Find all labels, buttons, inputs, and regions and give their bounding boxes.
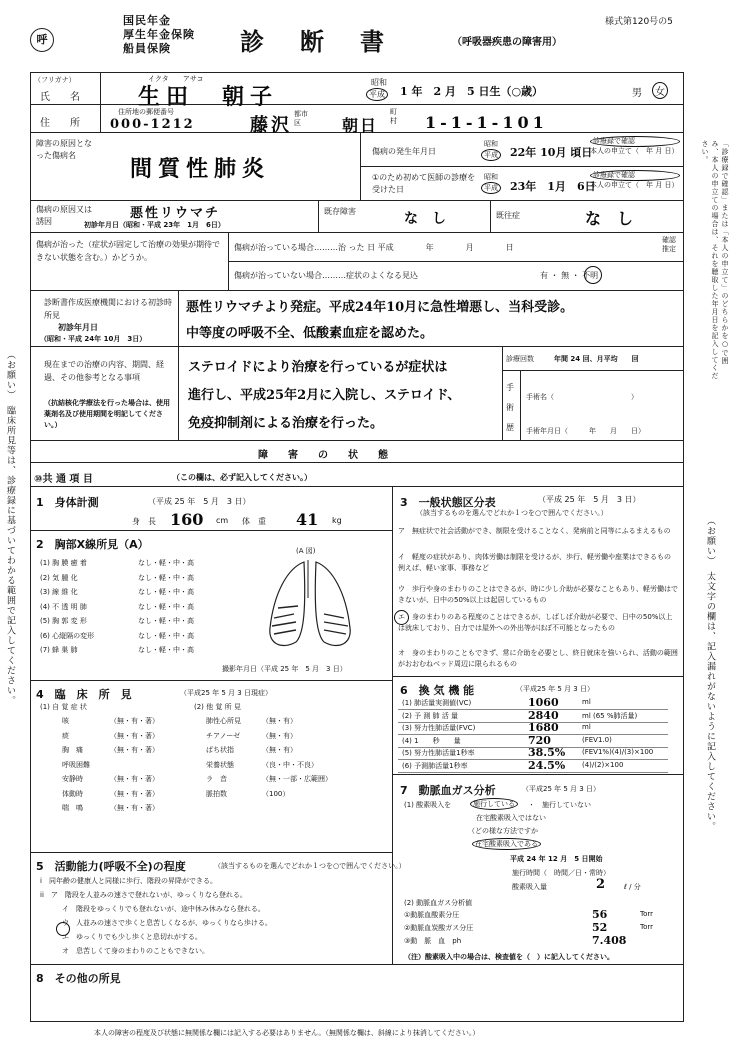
grade-item: イ 軽度の症状があり、肉体労働は制限を受けるが、歩行、軽労働や座業はできるもの 例えば、軽い家事、事務など	[398, 553, 678, 572]
xray-item-label: (2) 気 腫 化	[40, 573, 78, 582]
treatment-note: （抗結核化学療法を行った場合は、使用薬剤名及び使用期間を明記してください。）	[44, 399, 170, 429]
vent-row-value: 38.5%	[528, 746, 566, 759]
state-title: 障 害 の 状 態	[258, 450, 388, 461]
abg-row-value: 7.408	[592, 934, 627, 947]
o2-label: (1) 酸素吸入を	[404, 801, 452, 809]
address-town: 朝日	[342, 116, 379, 135]
sex-female: 女	[652, 82, 668, 99]
postal-value: 000-1212	[110, 117, 195, 132]
activity-item: オ 息苦しくて身のまわりのこともできない。	[62, 947, 209, 955]
treatment-text-3: 免疫抑制剤による治療を行った。	[188, 416, 384, 431]
finding-label: 栄養状態	[206, 760, 234, 769]
o2-method: （どの様な方法ですか	[468, 827, 538, 835]
onset-record-confirm: 診療録で確認	[590, 136, 680, 147]
symptom-label: 胸 痛	[62, 746, 83, 754]
symptom-label: 体動時	[62, 789, 83, 798]
form-circle-mark: 呼	[30, 28, 54, 52]
finding-label: ばち状指	[206, 746, 234, 754]
history-first-label: 初診年月日	[58, 323, 98, 332]
symptom-label: 安静時	[62, 775, 83, 783]
vent-row-value: 720	[528, 733, 551, 747]
common-label: ⑩共 通 項 目	[34, 474, 93, 485]
activity-e-circle	[56, 922, 70, 936]
chest-diagram	[258, 558, 362, 658]
treatment-text-2: 進行し、平成25年2月に入院し、ステロイド、	[188, 388, 461, 403]
o2-choice-yes: 施行している	[470, 798, 518, 810]
grade-e-circle	[394, 610, 409, 625]
existing-disease-label: 既往症	[496, 211, 520, 220]
healed-label: 傷病が治った（症状が固定して治療の効果が期待できない状態を含む。）かどうか。	[36, 240, 220, 262]
furigana-label: （フリガナ）	[34, 76, 76, 84]
xray-item-choice: なし・軽・中・高	[138, 559, 194, 567]
finding-label: チアノーゼ	[206, 731, 241, 740]
onset-showa: 昭和	[484, 140, 498, 148]
vent-row-value: 24.5%	[528, 758, 566, 772]
side-note-left: （お願い） 臨床所見等は、診療録に基づいてわかる範囲で記入してください。	[5, 350, 15, 706]
xray-item-label: (6) 心縦隔の変形	[40, 631, 95, 640]
grade-item: エ 身のまわりのある程度のことはできるが、しばしば介助が必要で、日中の50%以上は就床しており、自力では屋外への外出等がほぼ不可能となったもの	[398, 613, 673, 632]
first-visit-label: ①のため初めて医師の診療を受けた日	[372, 173, 476, 194]
onset-heisei: 平成	[481, 149, 501, 161]
org-line: 厚生年金保険	[123, 28, 195, 41]
vent-row-value: 1680	[528, 721, 559, 734]
abg-row-value: 56	[592, 908, 608, 921]
address-label: 住 所	[40, 118, 80, 129]
name-label: 氏 名	[40, 92, 80, 103]
history-text-2: 中等度の呼吸不全、低酸素血症を認めた。	[186, 326, 434, 341]
vent-row-label: (3) 努力性肺活量(FVC)	[402, 724, 476, 732]
symptom-choice: （無・有・著）	[110, 775, 159, 783]
xray-title: 2 胸部X線所見（A）	[36, 538, 149, 551]
vent-row-label: (2) 予 測 肺 活 量	[402, 711, 459, 720]
era-showa: 昭和	[371, 78, 387, 87]
weight-label: 体 重	[242, 517, 266, 526]
address-city: 藤沢	[250, 115, 292, 136]
cause-label	[36, 138, 98, 162]
grade-item: ア 無症状で社会活動ができ、制限を受けることなく、発病前と同等にふるまえるもの	[398, 527, 671, 535]
visits-value: 年間 24 回、月平均 回	[554, 355, 639, 363]
activity-item: イ 階段をゆっくりでも登れないが、途中休み休みなら登れる。	[62, 905, 265, 913]
activity-item: エ ゆっくりでも少し歩くと息切れがする。	[62, 933, 202, 941]
grade-item: ウ 歩行や身のまわりのことはできるが、時に少し介助が必要なこともあり、軽労働はできないが、日中の50%以上は起居しているもの	[398, 585, 678, 604]
o2-amount-unit: ℓ / 分	[624, 883, 641, 891]
footer-note: 本人の障害の程度及び状態に無関係な欄には記入する必要はありません。（無関係な欄は、斜線により抹消してください。）	[94, 1029, 480, 1037]
vent-row-unit: (FEV1%)(4)/(3)×100	[582, 748, 654, 756]
vent-row-unit: (FEV1.0)	[582, 735, 612, 744]
origin-value: 悪性リウマチ	[130, 206, 221, 221]
cause-value: 間質性肺炎	[130, 156, 271, 182]
height-value: 160	[170, 510, 204, 529]
weight-unit: kg	[332, 516, 342, 525]
activity-note: （該当するものを選んでどれか１つを○で囲んでください。）	[214, 862, 406, 870]
abg-row-label: ①動脈血酸素分圧	[404, 911, 460, 919]
address-todofuken: 都市区	[294, 110, 308, 127]
other-title: 8 その他の所見	[36, 972, 121, 985]
o2-start: 平成 24 年 12 月 5 日開始	[510, 855, 603, 863]
vent-row-unit: ml	[582, 723, 591, 731]
existing-value: な し	[404, 211, 446, 227]
xray-item-label: (7) 蜂 巣 肺	[40, 646, 78, 654]
healed-no-circle	[584, 266, 602, 284]
history-label: 診断書作成医療機関における初診時所見	[44, 298, 172, 320]
body-title: 1 身体計測	[36, 496, 99, 509]
xray-item-label: (3) 線 維 化	[40, 588, 78, 596]
address-number: 1-1-1-101	[425, 113, 548, 132]
symptom-choice: （無・有・著）	[110, 717, 159, 725]
grade-note: （該当するものを選んでどれか１つを○で囲んでください。）	[416, 509, 608, 517]
vent-row-label: (1) 肺活量実測値(VC)	[402, 699, 472, 707]
abg-row-value: 52	[592, 921, 608, 934]
weight-value: 41	[296, 510, 319, 529]
grade-title: 3 一般状態区分表	[400, 496, 496, 509]
body-date: （平成 25 年 5 月 3 日）	[148, 497, 251, 506]
xray-diagram-label: (A 図)	[296, 547, 316, 555]
o2-amount-label: 酸素吸入量	[512, 883, 547, 891]
first-visit-value: 23年 1月 6日	[510, 180, 596, 193]
xray-item-choice: なし・軽・中・高	[138, 588, 194, 596]
abg-note: （注）酸素吸入中の場合は、検査値を（ ）に記入してください。	[404, 953, 614, 961]
vent-row-label: (5) 努力性肺活量1秒率	[402, 749, 475, 757]
xray-item-choice: なし・軽・中・高	[138, 573, 194, 582]
org-line: 国民年金	[123, 14, 171, 27]
xray-item-choice: なし・軽・中・高	[138, 631, 194, 640]
first-visit-self-report-text: 本人の申立て（ 年 月 日）	[590, 181, 679, 189]
activity-item: i 同年齢の健康人と同様に歩行、階段の昇降ができる。	[40, 877, 217, 885]
vent-row-unit: ml (65 %肺活量)	[582, 711, 638, 720]
xray-item-label: (4) 不 透 明 肺	[40, 602, 87, 611]
abg-row-label: ③動 脈 血 ph	[404, 937, 462, 945]
abg-analysis-title: (2) 動脈血ガス分析値	[404, 899, 473, 907]
birth-date: 1 年 2 月 5 日生（○歳）	[400, 85, 544, 98]
clinical-col2-title: (2) 他 覚 所 見	[194, 703, 241, 711]
treatment-text-1: ステロイドにより治療を行っているが症状は	[188, 360, 448, 375]
symptom-choice: （無・有・著）	[110, 731, 159, 740]
height-unit: cm	[216, 516, 229, 525]
sex-male: 男	[632, 88, 642, 99]
xray-item-choice: なし・軽・中・高	[138, 602, 194, 611]
abg-row-unit: Torr	[640, 910, 654, 918]
xray-item-label: (1) 胸 膜 癒 着	[40, 559, 87, 567]
side-note-right-bottom: （お願い） 太文字の欄は、記入漏れがないように記入してください。	[705, 516, 715, 832]
history-first-value: （昭和・平成 24年 10月 3日）	[40, 335, 147, 343]
address-machimura: 町村	[390, 108, 397, 125]
finding-choice: （100）	[262, 789, 290, 798]
grade-item: オ 身のまわりのこともできず、常に介助を必要とし、終日就床を強いられ、活動の範囲がおおむねベッド周辺に限られるもの	[398, 649, 678, 668]
symptom-choice: （無・有・著）	[110, 789, 159, 798]
activity-item: ウ 人並みの速さで歩くと息苦しくなるが、ゆっくりなら歩ける。	[62, 919, 272, 927]
era-heisei: 平成	[366, 88, 388, 101]
first-visit-self-report	[590, 170, 680, 190]
abg-row-label: ②動脈血炭酸ガス分圧	[404, 924, 474, 932]
origin-first-visit: 初診年月日（昭和・平成 23年 1月 6日）	[84, 221, 225, 229]
treatment-label: 現在までの治療の内容、期間、経過、その他参考となる事項	[44, 360, 164, 382]
vent-row-line	[398, 772, 668, 773]
healed-row1-note: 確認 推定	[662, 236, 676, 253]
first-visit-showa: 昭和	[484, 173, 498, 181]
clinical-date: （平成25 年 5 月 3 日現症）	[180, 689, 272, 697]
vent-row-value: 2840	[528, 708, 559, 722]
clinical-title: 4 臨 床 所 見	[36, 688, 132, 701]
activity-title: 5 活動能力(呼吸不全)の程度	[36, 860, 186, 873]
symptom-choice: （無・有・著）	[110, 746, 159, 754]
xray-item-label: (5) 胸 郭 変 形	[40, 617, 87, 625]
org-lines	[123, 14, 195, 56]
xray-date: 撮影年月日（平成 25 年 5 月 3 日）	[222, 665, 347, 673]
origin-label: 傷病の原因又は誘因	[36, 205, 92, 226]
cause-label-text: 障害の原因となった傷病名	[36, 139, 92, 160]
abg-date: （平成25 年 5 月 3 日）	[522, 785, 600, 793]
abg-row-unit: Torr	[640, 923, 654, 931]
symptom-label: 呼吸困難	[62, 760, 90, 769]
activity-item: ii ア 階段を人並みの速さで登れないが、ゆっくりなら登れる。	[40, 891, 247, 899]
symptom-label: 喘 鳴	[62, 804, 83, 812]
healed-row2-choice: 有 ・ 無 ・ 不明	[540, 271, 599, 280]
first-visit-record-confirm: 診療録で確認	[590, 170, 680, 181]
vent-row-label: (4) 1 秒 量	[402, 736, 461, 745]
first-visit-heisei: 平成	[481, 182, 501, 194]
onset-self-report-text: 本人の申立て（ 年 月 日）	[590, 147, 679, 155]
furigana-value: イクタ アサコ	[148, 75, 204, 83]
surgery-label: 手術歴	[506, 383, 514, 432]
home-o2-yes: 在宅酸素吸入である	[472, 838, 541, 850]
vent-date: （平成25 年 5 月 3 日）	[516, 685, 594, 693]
finding-choice: （無・有）	[262, 731, 297, 740]
vent-row-unit: ml	[582, 698, 591, 706]
org-line: 船員保険	[123, 42, 171, 55]
finding-choice: （無・一部・広範囲）	[262, 775, 332, 783]
visits-label: 診療回数	[506, 355, 534, 363]
name-value: 生田 朝子	[138, 84, 279, 110]
finding-choice: （無・有）	[262, 717, 297, 725]
grade-date: （平成 25 年 5 月 3 日）	[538, 495, 641, 504]
vent-row-value: 1060	[528, 696, 559, 709]
o2-choice-no: ・ 施行していない	[528, 801, 591, 809]
home-o2-no: 在宅酸素吸入ではない	[476, 814, 546, 822]
existing-disease-value: な し	[585, 209, 634, 228]
vent-row-label: (6) 予測肺活量1秒率	[402, 761, 468, 770]
onset-value: 22年 10月 頃日	[510, 146, 593, 159]
side-note-right-top: 「診療録で確認」または「本人の申立て」のどちらかを○で囲み、本人の申立ての場合は、それを聴取した年月日を記入してください。	[701, 140, 729, 380]
symptom-choice: （無・有・著）	[110, 804, 159, 812]
history-text-1: 悪性リウマチより発症。平成24年10月に急性増悪し、当科受診。	[186, 300, 574, 315]
xray-item-choice: なし・軽・中・高	[138, 646, 194, 654]
symptom-label: 咳	[62, 717, 69, 725]
height-label: 身 長	[132, 517, 156, 526]
symptom-label: 痰	[62, 731, 69, 740]
finding-choice: （良・中・不良）	[262, 760, 318, 769]
finding-label: 肺性心所見	[206, 717, 241, 725]
o2-amount-value: 2	[596, 877, 606, 892]
vent-title: 6 換 気 機 能	[400, 684, 475, 697]
clinical-col1-title: (1) 自 覚 症 状	[40, 703, 87, 711]
vent-row-unit: (4)/(2)×100	[582, 760, 624, 769]
xray-item-choice: なし・軽・中・高	[138, 617, 194, 625]
healed-row1: 傷病が治っている場合………治 った 日 平成 年 月 日	[234, 243, 514, 252]
postal-label: 住所地の郵便番号	[118, 108, 174, 116]
page-subtitle: （呼吸器疾患の障害用）	[452, 37, 562, 48]
finding-label: ラ 音	[206, 775, 227, 783]
finding-label: 脈拍数	[206, 789, 227, 798]
o2-time: 施行時間（ 時間／日・常時）	[512, 869, 610, 877]
existing-label: 既存障害	[324, 207, 356, 216]
surgery-date: 手術年月日（ 年 月 日）	[526, 427, 645, 435]
onset-self-report	[590, 136, 680, 156]
onset-label: 傷病の発生年月日	[372, 147, 436, 156]
surgery-name: 手術名（ ）	[526, 393, 638, 401]
common-note: （この欄は、必ず記入してください。）	[172, 473, 312, 482]
page-title: 診 断 書	[240, 28, 390, 56]
abg-title: 7 動脈血ガス分析	[400, 784, 496, 797]
finding-choice: （無・有）	[262, 746, 297, 754]
form-number: 様式第120号の5	[605, 17, 673, 27]
healed-row2: 傷病が治っていない場合………症状のよくなる見込	[234, 271, 418, 280]
